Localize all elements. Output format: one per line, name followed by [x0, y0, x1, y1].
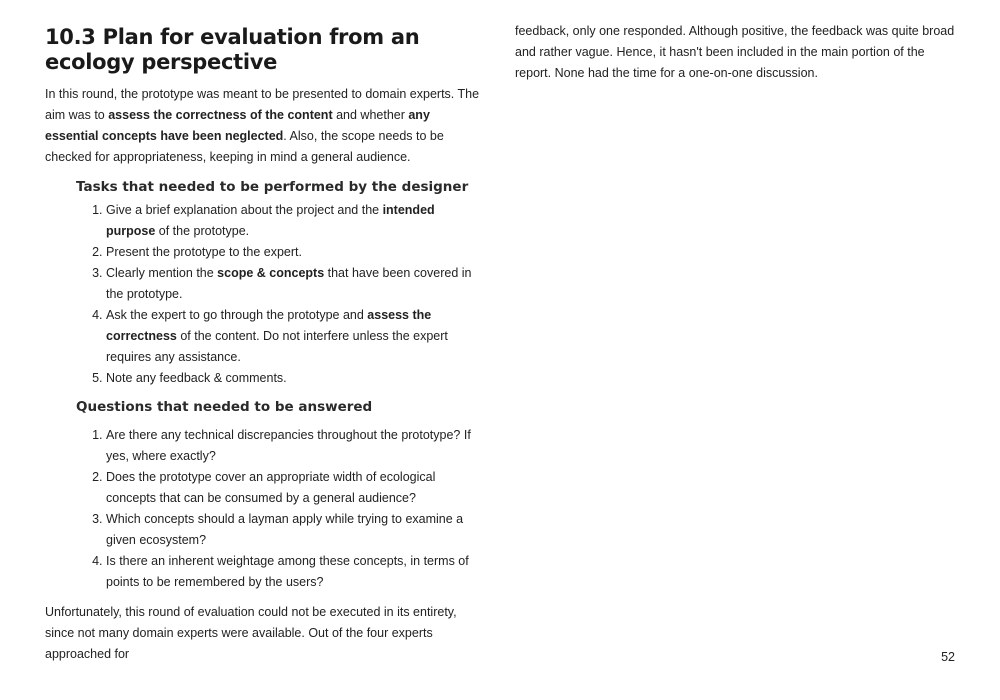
intro-text-1: In this round, the prototype was meant to be presented to domain experts. The aim was to [45, 87, 480, 122]
tasks-heading: Tasks that needed to be performed by the designer [76, 179, 469, 195]
closing-paragraph-right: feedback, only one responded. Although positive, the feedback was quite broad and rather vague. Hence, it hasn't been included in the main portion of the report. None had the time for a one-on-one discussion. [515, 24, 955, 80]
intro-bold-2: any essential concepts have been neglected [45, 108, 430, 143]
right-column [515, 21, 955, 84]
task-4-text-pre: Ask the expert to go through the prototype and [106, 308, 368, 322]
question-item-3: 3. Which concepts should a layman apply while trying to examine a given ecosystem? [106, 509, 485, 551]
questions-list [45, 425, 485, 593]
tasks-list [45, 200, 485, 389]
task-item-1 [106, 200, 485, 242]
section-title: 10.3 Plan for evaluation from an ecology perspective [45, 25, 420, 74]
page-number: 52 [941, 650, 955, 664]
task-3-text-post: that have been covered in the prototype. [106, 266, 472, 301]
task-item-5 [106, 368, 485, 389]
intro-bold-1: assess the correctness of the content [108, 108, 333, 122]
task-item-4 [106, 305, 485, 368]
task-item-3 [106, 263, 485, 305]
question-item-1: 1. Are there any technical discrepancies throughout the prototype? If yes, where exactly? [106, 425, 485, 467]
task-4-text-post: of the content. Do not interfere unless the expert requires any assistance. [106, 329, 448, 364]
task-1-text-bold: intended purpose [106, 203, 435, 238]
task-3-text-bold: scope & concepts [217, 266, 325, 280]
intro-paragraph [45, 84, 485, 168]
intro-text-3: . Also, the scope needs to be checked for appropriateness, keeping in mind a general audience. [45, 129, 444, 164]
task-2-text: Present the prototype to the expert. [106, 245, 302, 259]
task-1-text-post: of the prototype. [155, 224, 250, 238]
question-item-4: 4. Is there an inherent weightage among these concepts, in terms of points to be remembered by the users? [106, 551, 485, 593]
questions-heading: Questions that needed to be answered [76, 399, 373, 415]
closing-paragraph-left: Unfortunately, this round of evaluation could not be executed in its entirety, since not many domain experts were available. Out of the four experts approached for [45, 605, 457, 661]
left-column [45, 0, 485, 665]
task-4-text-bold: assess the correctness [106, 308, 432, 343]
question-item-2: 2. Does the prototype cover an appropriate width of ecological concepts that can be consumed by a general audience? [106, 467, 485, 509]
intro-text-2: and whether [332, 108, 409, 122]
task-item-2 [106, 242, 485, 263]
task-5-text: Note any feedback & comments. [106, 371, 287, 385]
task-1-text-pre: Give a brief explanation about the project and the [106, 203, 383, 217]
task-3-text-pre: Clearly mention the [106, 266, 218, 280]
